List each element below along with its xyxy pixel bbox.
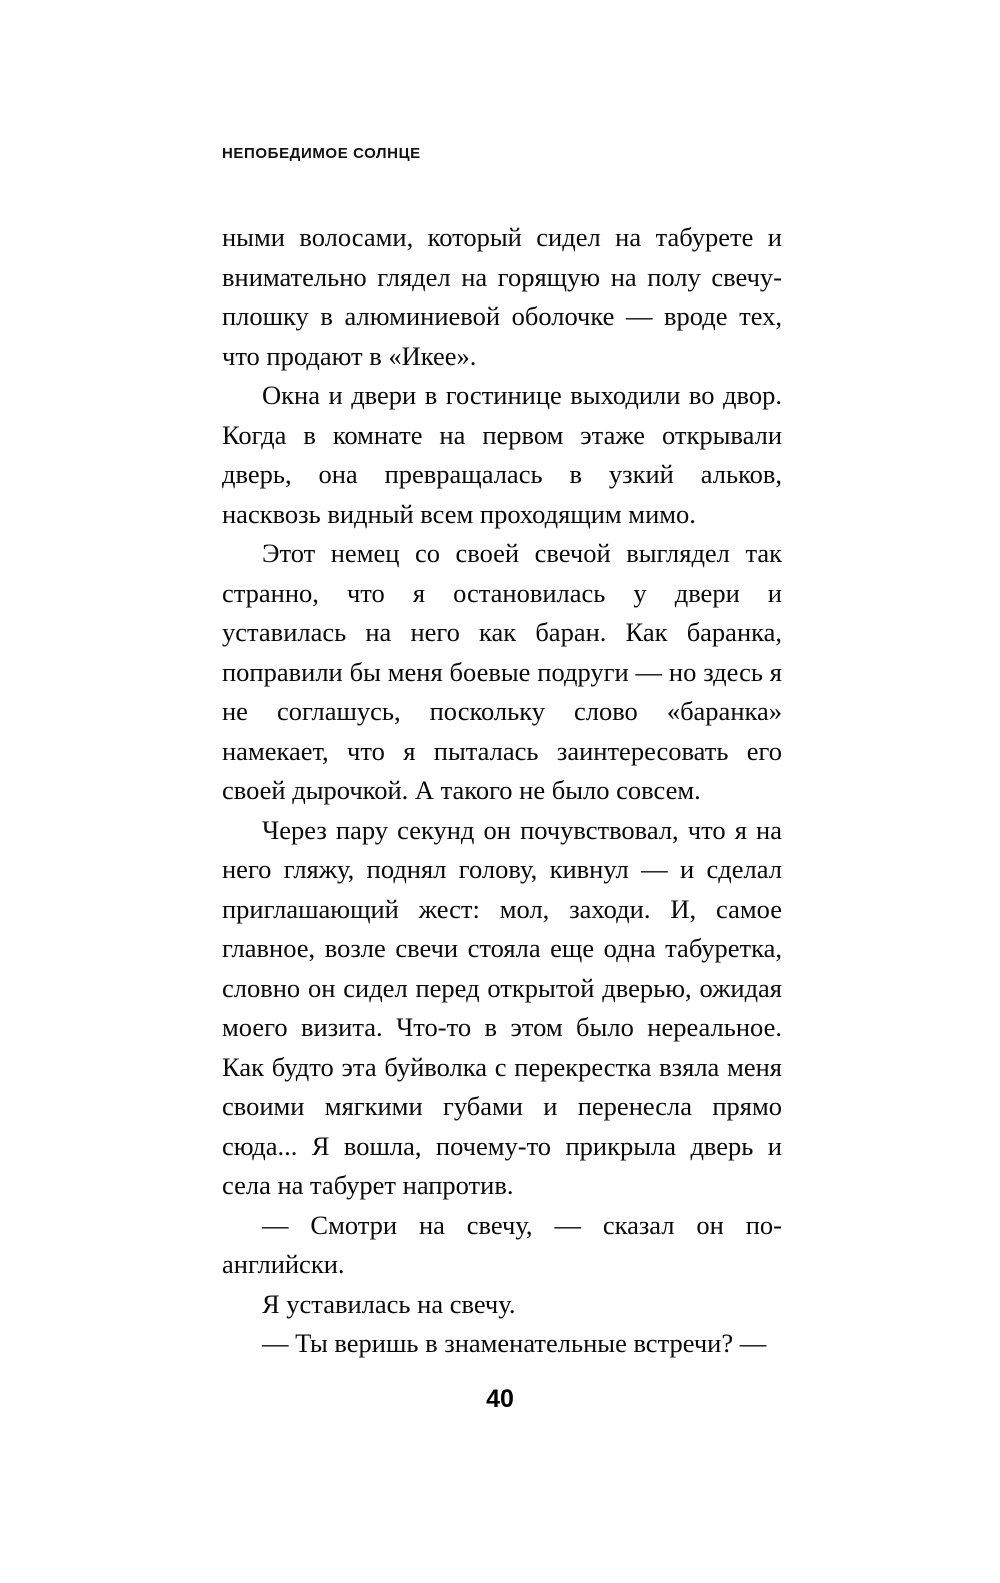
page-number: 40 — [486, 1385, 514, 1413]
body-text — [222, 218, 782, 1364]
paragraph: ными волосами, который сидел на табурете и внимательно глядел на горящую на полу свечу-плошку в алюминиевой оболочке — вроде тех, что продают в «Икее». — [222, 222, 782, 371]
paragraph: — Смотри на свечу, — сказал он по-английски. — [222, 1209, 782, 1279]
paragraph: Этот немец со своей свечой выглядел так странно, что я остановилась у двери и уставилась на него как баран. Как баранка, поправили бы меня боевые подруги — но здесь я не соглашусь, поскольку слово «баранка» намекает, что я пыталась заинтересовать его своей дырочкой. А такого не было совсем. — [222, 538, 782, 805]
paragraph: Через пару секунд он почувствовал, что я на него гляжу, поднял голову, кивнул — и сделал приглашающий жест: мол, заходи. И, самое главное, возле свечи стояла еще одна табуретка, словно он сидел перед открытой дверью, ожидая моего визита. Что-то в этом было нереальное. Как будто эта буйволка с перекрестка взяла меня своими мягкими губами и перенесла прямо сюда... Я вошла, почему-то прикрыла дверь и села на табурет напротив. — [222, 814, 782, 1200]
paragraph: Я уставилась на свечу. — [262, 1288, 516, 1319]
paragraph: Окна и двери в гостинице выходили во двор. Когда в комнате на первом этаже открывали дверь, она превращалась в узкий альков, насквозь видный всем проходящим мимо. — [222, 380, 782, 529]
paragraph: — Ты веришь в знаменательные встречи? — — [262, 1328, 767, 1358]
running-head: НЕПОБЕДИМОЕ СОЛНЦЕ — [222, 145, 421, 162]
